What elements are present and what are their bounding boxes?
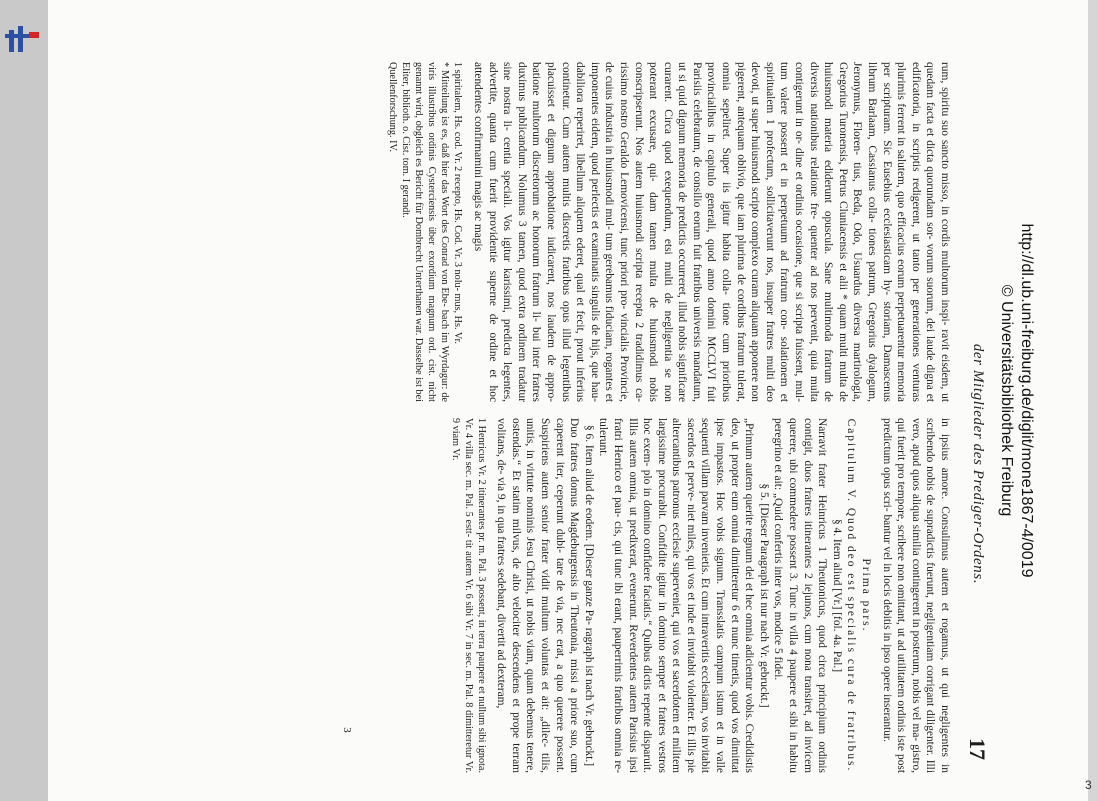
section-heading: § 5. [Dieser Paragraph ist nur nach Vr. gebruckt.] — [757, 483, 770, 708]
left-text-column — [386, 62, 952, 402]
page-number: 17 — [965, 738, 990, 760]
footnote: 1 Henricus Vr. 2 itinerantes pr. m. Pal. 3 possent, in terra paupere et nullum sibi ignota. Vr. 4 villa sec. m. Pal. 5 estt- tit autem Vr. 6 sibi Vr. 7 in sec. m. Pal. 8 dimitteretur Vr. 9 viam Vr. — [449, 418, 487, 773]
body-paragraph: rum, spiritu suo sancto misso, in cordis multorum inspi- ravit eisdem, ut quedam facta et dicta quorundam sor- vorum suorum, dei laude digna et edificatoria, in scriptis redigerent, ut tanto per generationes venturas plurimis ferrent in salutem, quo efficacius eorum perpetuarentur memoria per scripturam. Sic Eusebius ecclesiasticam hy- storiam, Damascenus librum Barlaam, Cassianus colla- tiones patrum, Gregorius dyalogum, Jeronymus, Floren- tius, Beda, Odo, Usuardus diversa martirologia, Gregorius Turonensis, Petrus Cluniacensis et alii * quam multi multa de huiusmodi materia ediderunt opuscula. Sane multimoda fratrum de diversis nationibus relatione fre- quenter ad nos pervenit, quia multa contigerunt in or- dine et ordinis occasione, que si scripta fuissent, mul- tum valere possent et in perpetuum ad fratrum con- solationem et spiritualem 1 profectum, sollicitaverunt nos, insuper fratres multi deo devoti, ut super huiusmodi scripto complexo curam aliquam apponere non pigerent, antequam oblivio, que iam plurima de cordibus fratrum tulerat, omnia sepeliret. Super iis igitur habita colla- tione cum prioribus provincialibus in capitulo generali, quod anno domini MCCLVI fuit Parisiis celebratum, de consilio eorum fuit fratribus universis mandatum, ut si quid dignum memoria de predictis occurreret, illud nobis significare curarent. Circa quod exequendum, etsi multi de negligentia se non poterant excusare, qui- dam tamen multa de huiusmodi nobis conscripserunt. Nos autem huiusmodi scripta recepta 2 tradidimus ca- rissimo nostro Geraldo Lemovicensi, tunc priori pro- vincialis Provincie, de cuius industria in huiusmodi mul- tum gerebamus fiduciam, rogantes et imponentes eidem, quod perlectis et examinatis singulis de hijs, que hau- dabiliora reperiret, libellum aliquem ederet, qual et fecit, prout inferius continetur. Cum autem multis discretis fratribus opus illud legentibus placuisset et dignum approbatione iudicarent, nos laudem de appro- batione multorum discretorum ac honorum fratrum li- bui inter fratres duximus publicandum. Nolumus 3 tamen, quod extra ordinem tradatur sine nostra li- centia speciali. Vos igitur karissimi, predicta legentes, advertite, quanta cum fuerit providentie superne de ordine et hoc attendentes confirmamini magis ac magis — [472, 62, 951, 402]
chapter-heading: Capitulum V. Quod deo est specialis cura de fratribus. — [845, 418, 858, 773]
section-heading: § 6. Item aliud de eodem. [Dieser ganze Pa- ragraph ist nach Vr. gebruckt.] — [582, 424, 595, 767]
rotated-page-content — [48, 0, 1088, 801]
left-margin-strip — [0, 0, 48, 801]
right-edge-mark: 3 — [1085, 778, 1092, 792]
running-head — [956, 168, 990, 760]
intro-paragraph: in ipsius amore. Consulimus autem et rogamus, ut qui negligentes in scribendo nobis de supradictis fuerunt, negligentiam corrigant diligenter. Illi vero, apud quos aliqua similia contingerent in posterum, nobis vel ma- gistro, qui fuerit pro tempore, scribere non omittant, ut ad utilitatem ordinis iste post predictum opus scri- bantur vel in locis debitis in ipso opere inserantur. — [880, 418, 951, 773]
source-url-link[interactable]: http://dl.ub.uni-freiburg.de/diglit/mone1867-4/0019 — [1018, 223, 1035, 578]
footnote: 1 spiritalem, Hs. cod. Vr. 2 recepto, Hs. Cod. Vr. 3 nolu- mus, Hs. Vr. — [452, 62, 464, 344]
library-logo-icon — [3, 18, 43, 54]
right-margin-strip — [1088, 0, 1097, 801]
section-heading: § 4. Item aliud [Vr.] [fol. 4a. Pal.] — [830, 518, 843, 673]
scanned-page — [48, 0, 1088, 801]
right-text-column — [449, 418, 952, 773]
part-heading: Prima pars. — [860, 558, 873, 633]
running-head-title: der Mitglieder des Prediger-Ordens. — [970, 343, 986, 585]
section-text: Narravit frater Heinricus 1 Theutonicus, quod circa principium ordinis contigit, duos fratres itinerantes 2 iejunos, cum nona transiret, ad invicem querere, ubi commedere possent 3. Tunc in villa 4 paupere et sibi in habitu peregrino et ait: „Quid confertis inter vos, modice 5 fidei. — [772, 418, 829, 773]
section-text: „Primum autem querite regnum dei et hec omnia adicientur vobis. Credidistis deo, ut propter eum omnia dimitteretur 6 et nunc timetis, quod vos dimittat ipse impastos. Hoc vobis signum. Transslatis campum istum et in valle sequenti villam parvam invenietis. Et cum intraveritis ecclesiam, vos invitabit sacerdos et perve- niet miles, qui vos et inde et invitabit violenter. Et illis pie altercantibus patronus ecclesie superveniet, qui vos et sacerdotem et militem largissime procurabit. Confidite igitur in domino semper et fratres vestros hoc exem- plo in domino confidere faciatis.“ Quibus dictis repente disparuit. Illis autem omnia, ut predixerat, evenerunt. Reverdentes autem Parisius ipsi fratri Henrico et pau- cis, qui tunc ibi erant, pauperrimis fratribus omnia re- tulerunt. — [597, 418, 756, 773]
signature-mark: 3 — [341, 727, 353, 733]
footnote: * Mitteilung ist es, daß hier das Wort des Conrad von Ebe- bach im Wyrdagur: de viris illustribus ordinis Cysterciensis über exordium magnum ord. cist. nicht genannt wird, obgleich es Bericht für Dombrecht Unterthanen war. Dasselbe ist bei Eliter, biblioth. o. Cist. tom. I gerandt. — [400, 62, 451, 402]
copyright-text: © Universitätsbibliothek Freiburg — [998, 284, 1015, 517]
section-text: Duo fratres domus Magdeburgensis in Theutonia, missi a priore suo, cum caperent iter, ceperunt dubi- tare de via, nec erat, a quo querere possent. Suspiriens autem senior frater vidit multum voluntas et ait: „dilec- tilis, unitis, in virtute nominis Jesu Christi, ut nobis viam, quam debemus tenere, ostendas.“ Et statim milvus, de alto velociter descendens et prope terram volitans, de- via 9, in qua fratres sedebant, divertit ad dexteram, — [495, 418, 581, 773]
source-note: Quellenforschung. IV. — [387, 62, 399, 153]
